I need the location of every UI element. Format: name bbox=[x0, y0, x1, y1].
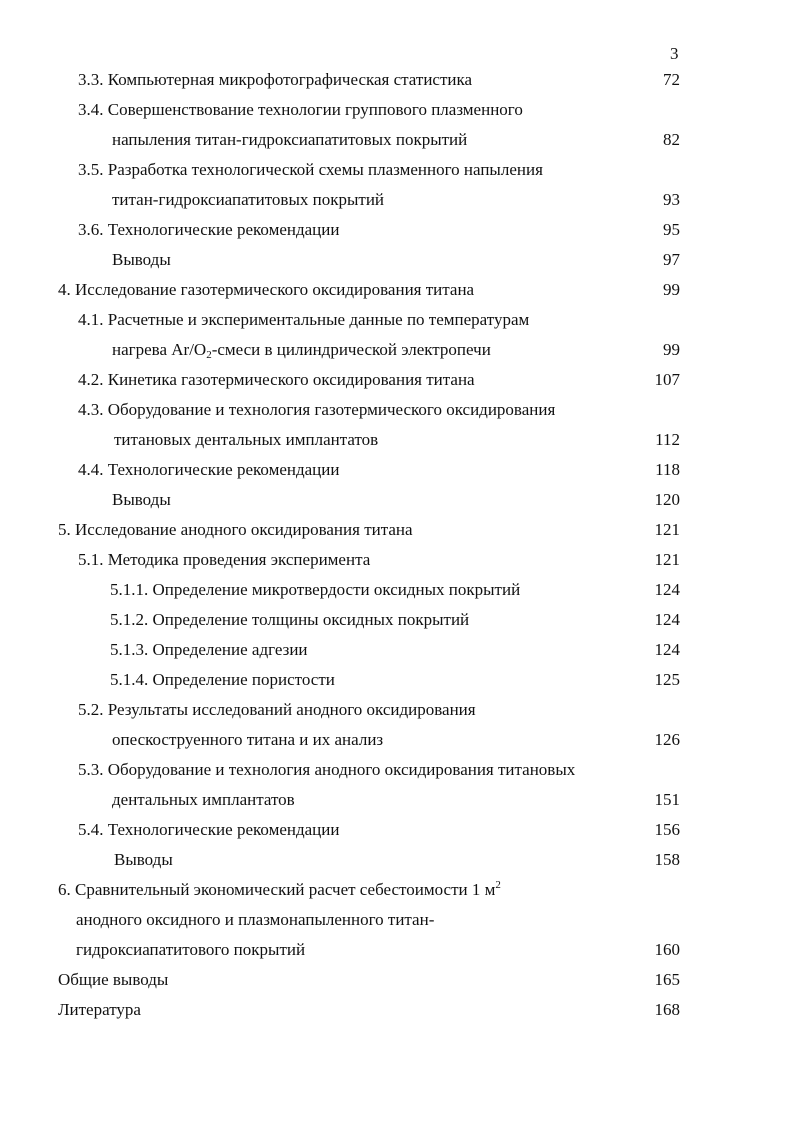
toc-entry-page: 151 bbox=[654, 790, 680, 809]
toc-line bbox=[0, 65, 793, 95]
toc-line bbox=[0, 905, 793, 935]
toc-entry-text: гидроксиапатитового покрытий bbox=[76, 940, 306, 959]
toc-entry-page: 121 bbox=[654, 520, 680, 539]
toc-entry-text: Выводы bbox=[114, 850, 173, 869]
toc-entry-page: 124 bbox=[654, 610, 680, 629]
toc-entry-text: 5.1.4. Определение пористости bbox=[110, 670, 335, 689]
toc-entry-page: 93 bbox=[663, 190, 680, 209]
toc-entry-text: 5.1.2. Определение толщины оксидных покрытий bbox=[110, 610, 470, 629]
toc-entry-text: 5.3. Оборудование и технология анодного оксидирования титановых bbox=[78, 760, 576, 779]
toc-entry-text: 5.2. Результаты исследований анодного оксидирования bbox=[78, 700, 476, 719]
toc-line bbox=[0, 245, 793, 275]
toc-line bbox=[0, 125, 793, 155]
toc-entry-page: 99 bbox=[663, 340, 680, 359]
toc-entry-page: 168 bbox=[654, 1000, 680, 1019]
toc-line bbox=[0, 335, 793, 365]
toc-line bbox=[0, 965, 793, 995]
toc-line bbox=[0, 305, 793, 335]
toc-entry-page: 160 bbox=[654, 940, 680, 959]
toc-entry-page: 124 bbox=[654, 640, 680, 659]
toc-line bbox=[0, 635, 793, 665]
toc-entry-text: титановых дентальных имплантатов bbox=[114, 430, 379, 449]
toc-entry-text: 5.1.3. Определение адгезии bbox=[110, 640, 308, 659]
table-of-contents bbox=[0, 65, 793, 1025]
toc-line bbox=[0, 875, 793, 905]
toc-entry-page: 126 bbox=[654, 730, 680, 749]
toc-entry-text: 4.1. Расчетные и экспериментальные данные по температурам bbox=[78, 310, 530, 329]
toc-entry-text: анодного оксидного и плазмонапыленного титан- bbox=[76, 910, 435, 929]
toc-entry-page: 121 bbox=[654, 550, 680, 569]
toc-line bbox=[0, 785, 793, 815]
toc-line bbox=[0, 695, 793, 725]
toc-line bbox=[0, 185, 793, 215]
toc-entry-page: 112 bbox=[655, 430, 680, 449]
toc-entry-text: 5. Исследование анодного оксидирования титана bbox=[58, 520, 413, 539]
toc-entry-text: напыления титан-гидроксиапатитовых покрытий bbox=[112, 130, 468, 149]
toc-entry-text: 3.5. Разработка технологической схемы плазменного напыления bbox=[78, 160, 543, 179]
toc-entry-text: 4.3. Оборудование и технология газотермического оксидирования bbox=[78, 400, 556, 419]
toc-line bbox=[0, 485, 793, 515]
toc-line bbox=[0, 725, 793, 755]
toc-entry-text: 6. Сравнительный экономический расчет себестоимости 1 $м^2$ bbox=[58, 879, 501, 899]
toc-entry-page: 72 bbox=[663, 70, 680, 89]
toc-entry-text: 3.4. Совершенствование технологии группового плазменного bbox=[78, 100, 523, 119]
toc-entry-text: 4.2. Кинетика газотермического оксидирования титана bbox=[78, 370, 475, 389]
toc-entry-page: 165 bbox=[654, 970, 680, 989]
toc-line bbox=[0, 605, 793, 635]
toc-entry-page: 158 bbox=[654, 850, 680, 869]
page-number: 3 bbox=[670, 44, 679, 63]
toc-entry-text: 4. Исследование газотермического оксидирования титана bbox=[58, 280, 475, 299]
toc-entry-text: дентальных имплантатов bbox=[112, 790, 295, 809]
toc-entry-page: 156 bbox=[654, 820, 680, 839]
toc-line bbox=[0, 665, 793, 695]
toc-line bbox=[0, 155, 793, 185]
toc-entry-page: 95 bbox=[663, 220, 680, 239]
toc-entry-text: нагрева $Ar/O_2$-смеси в цилиндрической электропечи bbox=[112, 340, 491, 361]
toc-entry-text: Выводы bbox=[112, 250, 171, 269]
toc-entry-text: 5.1. Методика проведения эксперимента bbox=[78, 550, 371, 569]
toc-line bbox=[0, 755, 793, 785]
toc-entry-page: 118 bbox=[655, 460, 680, 479]
toc-line bbox=[0, 275, 793, 305]
toc-entry-text: 4.4. Технологические рекомендации bbox=[78, 460, 340, 479]
toc-line bbox=[0, 545, 793, 575]
toc-line bbox=[0, 515, 793, 545]
toc-entry-page: 82 bbox=[663, 130, 680, 149]
toc-line bbox=[0, 455, 793, 485]
toc-entry-text: титан-гидроксиапатитовых покрытий bbox=[112, 190, 385, 209]
toc-line bbox=[0, 575, 793, 605]
toc-line bbox=[0, 365, 793, 395]
toc-line bbox=[0, 425, 793, 455]
toc-entry-text: Выводы bbox=[112, 490, 171, 509]
toc-entry-text: опескоструенного титана и их анализ bbox=[112, 730, 384, 749]
toc-entry-text: Литература bbox=[58, 1000, 141, 1019]
toc-entry-page: 120 bbox=[654, 490, 680, 509]
toc-line bbox=[0, 995, 793, 1025]
toc-line bbox=[0, 395, 793, 425]
toc-entry-text: 5.4. Технологические рекомендации bbox=[78, 820, 340, 839]
toc-entry-text: 3.3. Компьютерная микрофотографическая статистика bbox=[78, 70, 473, 89]
toc-line bbox=[0, 845, 793, 875]
toc-entry-page: 99 bbox=[663, 280, 680, 299]
toc-entry-text: 5.1.1. Определение микротвердости оксидных покрытий bbox=[110, 580, 521, 599]
toc-entry-page: 124 bbox=[654, 580, 680, 599]
toc-entry-page: 97 bbox=[663, 250, 680, 269]
toc-line bbox=[0, 935, 793, 965]
toc-entry-page: 125 bbox=[654, 670, 680, 689]
toc-entry-page: 107 bbox=[654, 370, 680, 389]
toc-line bbox=[0, 215, 793, 245]
toc-line bbox=[0, 95, 793, 125]
toc-line bbox=[0, 815, 793, 845]
toc-entry-text: Общие выводы bbox=[58, 970, 169, 989]
toc-entry-text: 3.6. Технологические рекомендации bbox=[78, 220, 340, 239]
